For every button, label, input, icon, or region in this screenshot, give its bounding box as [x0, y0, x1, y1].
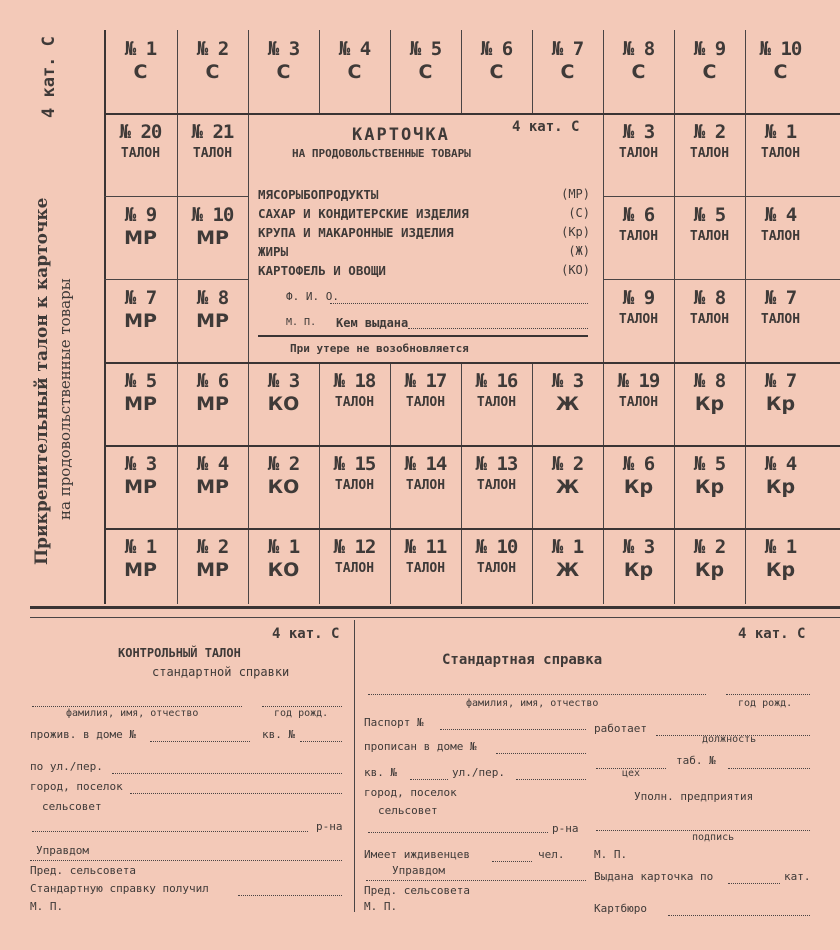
coupon-number: № 3 — [267, 38, 300, 60]
reference-bureau-line[interactable] — [668, 915, 810, 916]
coupon-type: МР — [124, 310, 157, 332]
coupon-type: ТАЛОН — [120, 146, 161, 161]
coupon-type: С — [133, 61, 148, 83]
coupon-type: МР — [124, 393, 157, 415]
coupon-cell — [248, 445, 319, 528]
coupon-number: № 14 — [404, 453, 447, 475]
reference-fio-label: фамилия, имя, отчество — [466, 698, 599, 709]
control-apt-line[interactable] — [300, 741, 342, 742]
reference-street-label: ул./пер. — [452, 766, 505, 779]
coupon-cell — [532, 445, 603, 528]
product-code: (Кр) — [561, 225, 590, 239]
coupon-number: № 1 — [124, 38, 157, 60]
coupon-number: № 4 — [764, 204, 797, 226]
coupon-number: № 1 — [764, 121, 797, 143]
coupon-number: № 8 — [693, 370, 726, 392]
reference-chair-label: Пред. сельсовета — [364, 884, 470, 897]
coupon-number: № 3 — [622, 121, 655, 143]
coupon-number: № 2 — [693, 536, 726, 558]
reference-year-label: год рожд. — [738, 698, 793, 709]
reference-year-line[interactable] — [726, 694, 810, 695]
reference-mp-label: М. П. — [594, 848, 628, 861]
card-footer: При утере не возобновляется — [290, 342, 469, 355]
coupon-type: С — [773, 61, 788, 83]
product-name: САХАР И КОНДИТЕРСКИЕ ИЗДЕЛИЯ — [258, 206, 469, 221]
coupon-type: ТАЛОН — [405, 478, 446, 493]
reference-title: Стандартная справка — [442, 652, 603, 668]
coupon-type: С — [347, 61, 362, 83]
coupon-cell — [177, 30, 248, 113]
coupon-cell — [104, 30, 177, 113]
reference-passport-label: Паспорт № — [364, 716, 424, 729]
coupon-type: С — [276, 61, 291, 83]
control-stub — [0, 620, 354, 920]
coupon-type: С — [702, 61, 717, 83]
card-category: 4 кат. С — [512, 119, 580, 135]
coupon-cell — [674, 362, 745, 445]
coupon-type: ТАЛОН — [618, 312, 659, 327]
coupon-number: № 10 — [191, 204, 234, 226]
standard-reference — [356, 620, 840, 920]
reference-tab-label: таб. № — [676, 754, 716, 767]
reference-manager-line[interactable] — [366, 880, 586, 881]
coupon-type: Кр — [694, 559, 725, 581]
coupon-cell — [674, 113, 745, 196]
reference-mp2-label: М. П. — [364, 900, 398, 913]
product-name: КРУПА И МАКАРОННЫЕ ИЗДЕЛИЯ — [258, 225, 454, 240]
control-year-line[interactable] — [262, 706, 342, 707]
coupon-cell — [745, 279, 816, 362]
coupon-type: ТАЛОН — [760, 229, 801, 244]
reference-authorized-label: Уполн. предприятия — [634, 790, 754, 803]
coupon-type: Ж — [555, 559, 580, 581]
coupon-number: № 15 — [333, 453, 376, 475]
coupon-type: МР — [196, 227, 229, 249]
coupon-type: ТАЛОН — [689, 312, 730, 327]
card-subtitle: НА ПРОДОВОЛЬСТВЕННЫЕ ТОВАРЫ — [292, 147, 471, 160]
ration-card — [248, 113, 600, 357]
coupon-cell — [319, 528, 390, 604]
coupon-cell — [745, 196, 816, 279]
coupon-cell — [532, 528, 603, 604]
coupon-number: № 8 — [693, 287, 726, 309]
coupon-number: № 2 — [196, 536, 229, 558]
control-district-line[interactable] — [32, 831, 308, 832]
bottom-divider — [354, 620, 355, 912]
coupon-cell — [532, 30, 603, 113]
coupon-number: № 1 — [764, 536, 797, 558]
reference-bureau-label: Картбюро — [594, 902, 647, 915]
reference-council-label: сельсовет — [378, 804, 438, 817]
coupon-type: КО — [267, 393, 300, 415]
coupon-number: № 16 — [475, 370, 518, 392]
coupon-type: ТАЛОН — [476, 478, 517, 493]
control-street-line[interactable] — [112, 773, 342, 774]
coupon-number: № 4 — [196, 453, 229, 475]
coupon-number: № 11 — [404, 536, 447, 558]
fio-label: Ф. И. О. — [286, 290, 339, 303]
perforation-line — [30, 606, 840, 609]
coupon-number: № 4 — [764, 453, 797, 475]
coupon-cell — [248, 362, 319, 445]
perforation-line-thin — [30, 617, 840, 618]
coupon-number: № 2 — [551, 453, 584, 475]
reference-fio-line[interactable] — [368, 694, 706, 695]
control-street-label: по ул./пер. — [30, 760, 103, 773]
coupon-cell — [603, 196, 674, 279]
coupon-number: № 10 — [475, 536, 518, 558]
fio-line[interactable] — [330, 303, 588, 304]
reference-district-label: р-на — [552, 822, 579, 835]
product-row — [258, 244, 598, 263]
coupon-type: С — [631, 61, 646, 83]
coupon-cell — [745, 362, 816, 445]
coupon-cell — [390, 362, 461, 445]
coupon-number: № 5 — [409, 38, 442, 60]
coupon-number: № 9 — [124, 204, 157, 226]
coupon-cell — [104, 279, 177, 362]
control-house-line[interactable] — [150, 741, 250, 742]
control-year-label: год рожд. — [274, 708, 329, 719]
coupon-number: № 3 — [622, 536, 655, 558]
control-city-line[interactable] — [130, 793, 342, 794]
coupon-cell — [674, 279, 745, 362]
reference-issued-label: Выдана карточка по — [594, 870, 714, 883]
reference-city-label: город, поселок — [364, 786, 457, 799]
coupon-number: № 8 — [622, 38, 655, 60]
control-council-label: сельсовет — [42, 800, 102, 813]
coupon-cell — [177, 196, 248, 279]
reference-dependents-label: Имеет иждивенцев — [364, 848, 470, 861]
reference-registered-line[interactable] — [496, 753, 586, 754]
coupon-type: КО — [267, 476, 300, 498]
coupon-type: ТАЛОН — [334, 478, 375, 493]
coupon-type: ТАЛОН — [618, 395, 659, 410]
reference-district-line[interactable] — [368, 832, 548, 833]
coupon-type: ТАЛОН — [618, 229, 659, 244]
coupon-type: МР — [196, 310, 229, 332]
coupon-cell — [461, 362, 532, 445]
coupon-cell — [319, 445, 390, 528]
coupon-cell — [674, 528, 745, 604]
coupon-type: МР — [124, 227, 157, 249]
coupon-number: № 9 — [622, 287, 655, 309]
coupon-cell — [603, 30, 674, 113]
coupon-number: № 3 — [267, 370, 300, 392]
coupon-type: Ж — [555, 476, 580, 498]
coupon-cell — [674, 30, 745, 113]
coupon-type: Кр — [765, 559, 796, 581]
control-chair-label: Пред. сельсовета — [30, 864, 136, 877]
coupon-number: № 5 — [693, 453, 726, 475]
coupon-type: С — [418, 61, 433, 83]
coupon-number: № 17 — [404, 370, 447, 392]
coupon-cell — [674, 445, 745, 528]
coupon-type: МР — [124, 476, 157, 498]
coupon-type: МР — [196, 476, 229, 498]
coupon-number: № 3 — [124, 453, 157, 475]
reference-works-label: работает — [594, 722, 647, 735]
coupon-number: № 6 — [622, 453, 655, 475]
product-code: (КО) — [561, 263, 590, 277]
coupon-number: № 5 — [693, 204, 726, 226]
coupon-cell — [104, 362, 177, 445]
card-footer-rule — [258, 335, 588, 337]
reference-dependents-line[interactable] — [492, 861, 532, 862]
product-row — [258, 263, 598, 282]
coupon-type: Кр — [694, 393, 725, 415]
control-title: КОНТРОЛЬНЫЙ ТАЛОН — [118, 646, 241, 660]
coupon-type: КО — [267, 559, 300, 581]
control-received-line[interactable] — [238, 895, 342, 896]
card-title: КАРТОЧКА — [352, 125, 450, 145]
coupon-number: № 7 — [764, 287, 797, 309]
coupon-cell — [104, 196, 177, 279]
coupon-number: № 6 — [622, 204, 655, 226]
coupon-type: Кр — [694, 476, 725, 498]
coupon-cell — [603, 362, 674, 445]
side-title-line2: на продовольственные товары — [56, 278, 74, 520]
control-received-label: Стандартную справку получил — [30, 882, 209, 895]
coupon-cell — [603, 445, 674, 528]
control-city-label: город, поселок — [30, 780, 123, 793]
coupon-cell — [461, 30, 532, 113]
coupon-number: № 19 — [617, 370, 660, 392]
coupon-number: № 7 — [551, 38, 584, 60]
coupon-type: С — [205, 61, 220, 83]
control-manager-line[interactable] — [30, 860, 342, 861]
coupon-cell — [248, 30, 319, 113]
coupon-number: № 5 — [124, 370, 157, 392]
reference-passport-line[interactable] — [440, 729, 586, 730]
coupon-cell — [104, 113, 177, 196]
product-row — [258, 206, 598, 225]
reference-tab-line[interactable] — [728, 768, 810, 769]
issued-line[interactable] — [408, 328, 588, 329]
product-code: (Ж) — [568, 244, 590, 258]
coupon-cell — [745, 445, 816, 528]
control-apt-label: кв. № — [262, 728, 296, 741]
coupon-number: № 6 — [480, 38, 513, 60]
product-row — [258, 187, 598, 206]
reference-registered-label: прописан в доме № — [364, 740, 477, 753]
coupon-number: № 10 — [759, 38, 802, 60]
coupon-type: МР — [196, 559, 229, 581]
coupon-number: № 13 — [475, 453, 518, 475]
coupon-type: ТАЛОН — [689, 146, 730, 161]
coupon-cell — [177, 362, 248, 445]
coupon-cell — [177, 279, 248, 362]
coupon-number: № 7 — [764, 370, 797, 392]
coupon-cell — [603, 279, 674, 362]
coupon-type: ТАЛОН — [689, 229, 730, 244]
coupon-type: С — [489, 61, 504, 83]
coupon-type: ТАЛОН — [192, 146, 233, 161]
control-fio-label: фамилия, имя, отчество — [66, 708, 199, 719]
coupon-type: ТАЛОН — [405, 561, 446, 576]
coupon-number: № 2 — [196, 38, 229, 60]
product-list — [258, 187, 598, 282]
coupon-cell — [104, 445, 177, 528]
control-manager-label: Управдом — [36, 844, 89, 857]
reference-apt-line[interactable] — [410, 779, 448, 780]
coupon-number: № 3 — [551, 370, 584, 392]
side-title-line1: Прикрепительный талон к карточке — [32, 197, 52, 565]
coupon-type: ТАЛОН — [760, 146, 801, 161]
side-category: 4 кат. С — [39, 36, 59, 118]
coupon-type: ТАЛОН — [476, 561, 517, 576]
coupon-type: МР — [196, 393, 229, 415]
coupon-cell — [177, 113, 248, 196]
control-category: 4 кат. С — [272, 626, 340, 642]
coupon-number: № 12 — [333, 536, 376, 558]
coupon-number: № 9 — [693, 38, 726, 60]
coupon-cell — [390, 30, 461, 113]
product-name: КАРТОФЕЛЬ И ОВОЩИ — [258, 263, 386, 278]
coupon-cell — [319, 362, 390, 445]
control-live-label: прожив. в доме № — [30, 728, 136, 741]
coupon-type: ТАЛОН — [334, 561, 375, 576]
product-row — [258, 225, 598, 244]
coupon-number: № 18 — [333, 370, 376, 392]
control-district-label: р-на — [316, 820, 343, 833]
reference-shop-label: цех — [622, 768, 641, 779]
coupon-cell — [248, 528, 319, 604]
coupon-cell — [745, 113, 816, 196]
coupon-cell — [104, 528, 177, 604]
coupon-type: Ж — [555, 393, 580, 415]
coupon-cell — [461, 445, 532, 528]
coupon-cell — [603, 113, 674, 196]
reference-cat-label: кат. — [784, 870, 811, 883]
coupon-number: № 2 — [693, 121, 726, 143]
product-code: (С) — [568, 206, 590, 220]
coupon-type: ТАЛОН — [760, 312, 801, 327]
coupon-cell — [319, 30, 390, 113]
coupon-cell — [674, 196, 745, 279]
coupon-number: № 4 — [338, 38, 371, 60]
coupon-number: № 21 — [191, 121, 234, 143]
coupon-cell — [745, 30, 816, 113]
coupon-cell — [390, 445, 461, 528]
coupon-cell — [603, 528, 674, 604]
coupon-type: ТАЛОН — [618, 146, 659, 161]
product-code: (МР) — [561, 187, 590, 201]
mp-label: М. П. — [286, 317, 317, 328]
control-fio-line[interactable] — [32, 706, 242, 707]
coupon-number: № 1 — [267, 536, 300, 558]
reference-signature-label: подпись — [692, 832, 735, 843]
reference-street-line[interactable] — [516, 779, 586, 780]
coupon-type: Кр — [765, 393, 796, 415]
product-name: ЖИРЫ — [258, 244, 289, 259]
coupon-type: Кр — [623, 559, 654, 581]
coupon-number: № 8 — [196, 287, 229, 309]
issued-label: Кем выдана — [336, 316, 409, 330]
coupon-cell — [745, 528, 816, 604]
coupon-type: ТАЛОН — [476, 395, 517, 410]
coupon-type: МР — [124, 559, 157, 581]
coupon-cell — [177, 445, 248, 528]
coupon-number: № 20 — [119, 121, 162, 143]
coupon-number: № 6 — [196, 370, 229, 392]
reference-manager-label: Управдом — [392, 864, 445, 877]
reference-position-label: должность — [702, 734, 757, 745]
coupon-type: ТАЛОН — [334, 395, 375, 410]
reference-issued-line[interactable] — [728, 883, 780, 884]
coupon-number: № 1 — [124, 536, 157, 558]
product-name: МЯСОРЫБОПРОДУКТЫ — [258, 187, 379, 202]
coupon-cell — [390, 528, 461, 604]
reference-category: 4 кат. С — [738, 626, 806, 642]
coupon-type: Кр — [623, 476, 654, 498]
coupon-number: № 2 — [267, 453, 300, 475]
coupon-cell — [532, 362, 603, 445]
reference-signature-line[interactable] — [596, 830, 810, 831]
coupon-cell — [461, 528, 532, 604]
coupon-number: № 1 — [551, 536, 584, 558]
coupon-type: ТАЛОН — [405, 395, 446, 410]
coupon-number: № 7 — [124, 287, 157, 309]
coupon-cell — [177, 528, 248, 604]
reference-persons-label: чел. — [538, 848, 565, 861]
control-subtitle: стандартной справки — [152, 665, 290, 679]
coupon-type: Кр — [765, 476, 796, 498]
coupon-type: С — [560, 61, 575, 83]
reference-apt-label: кв. № — [364, 766, 398, 779]
control-mp-label: М. П. — [30, 900, 64, 913]
